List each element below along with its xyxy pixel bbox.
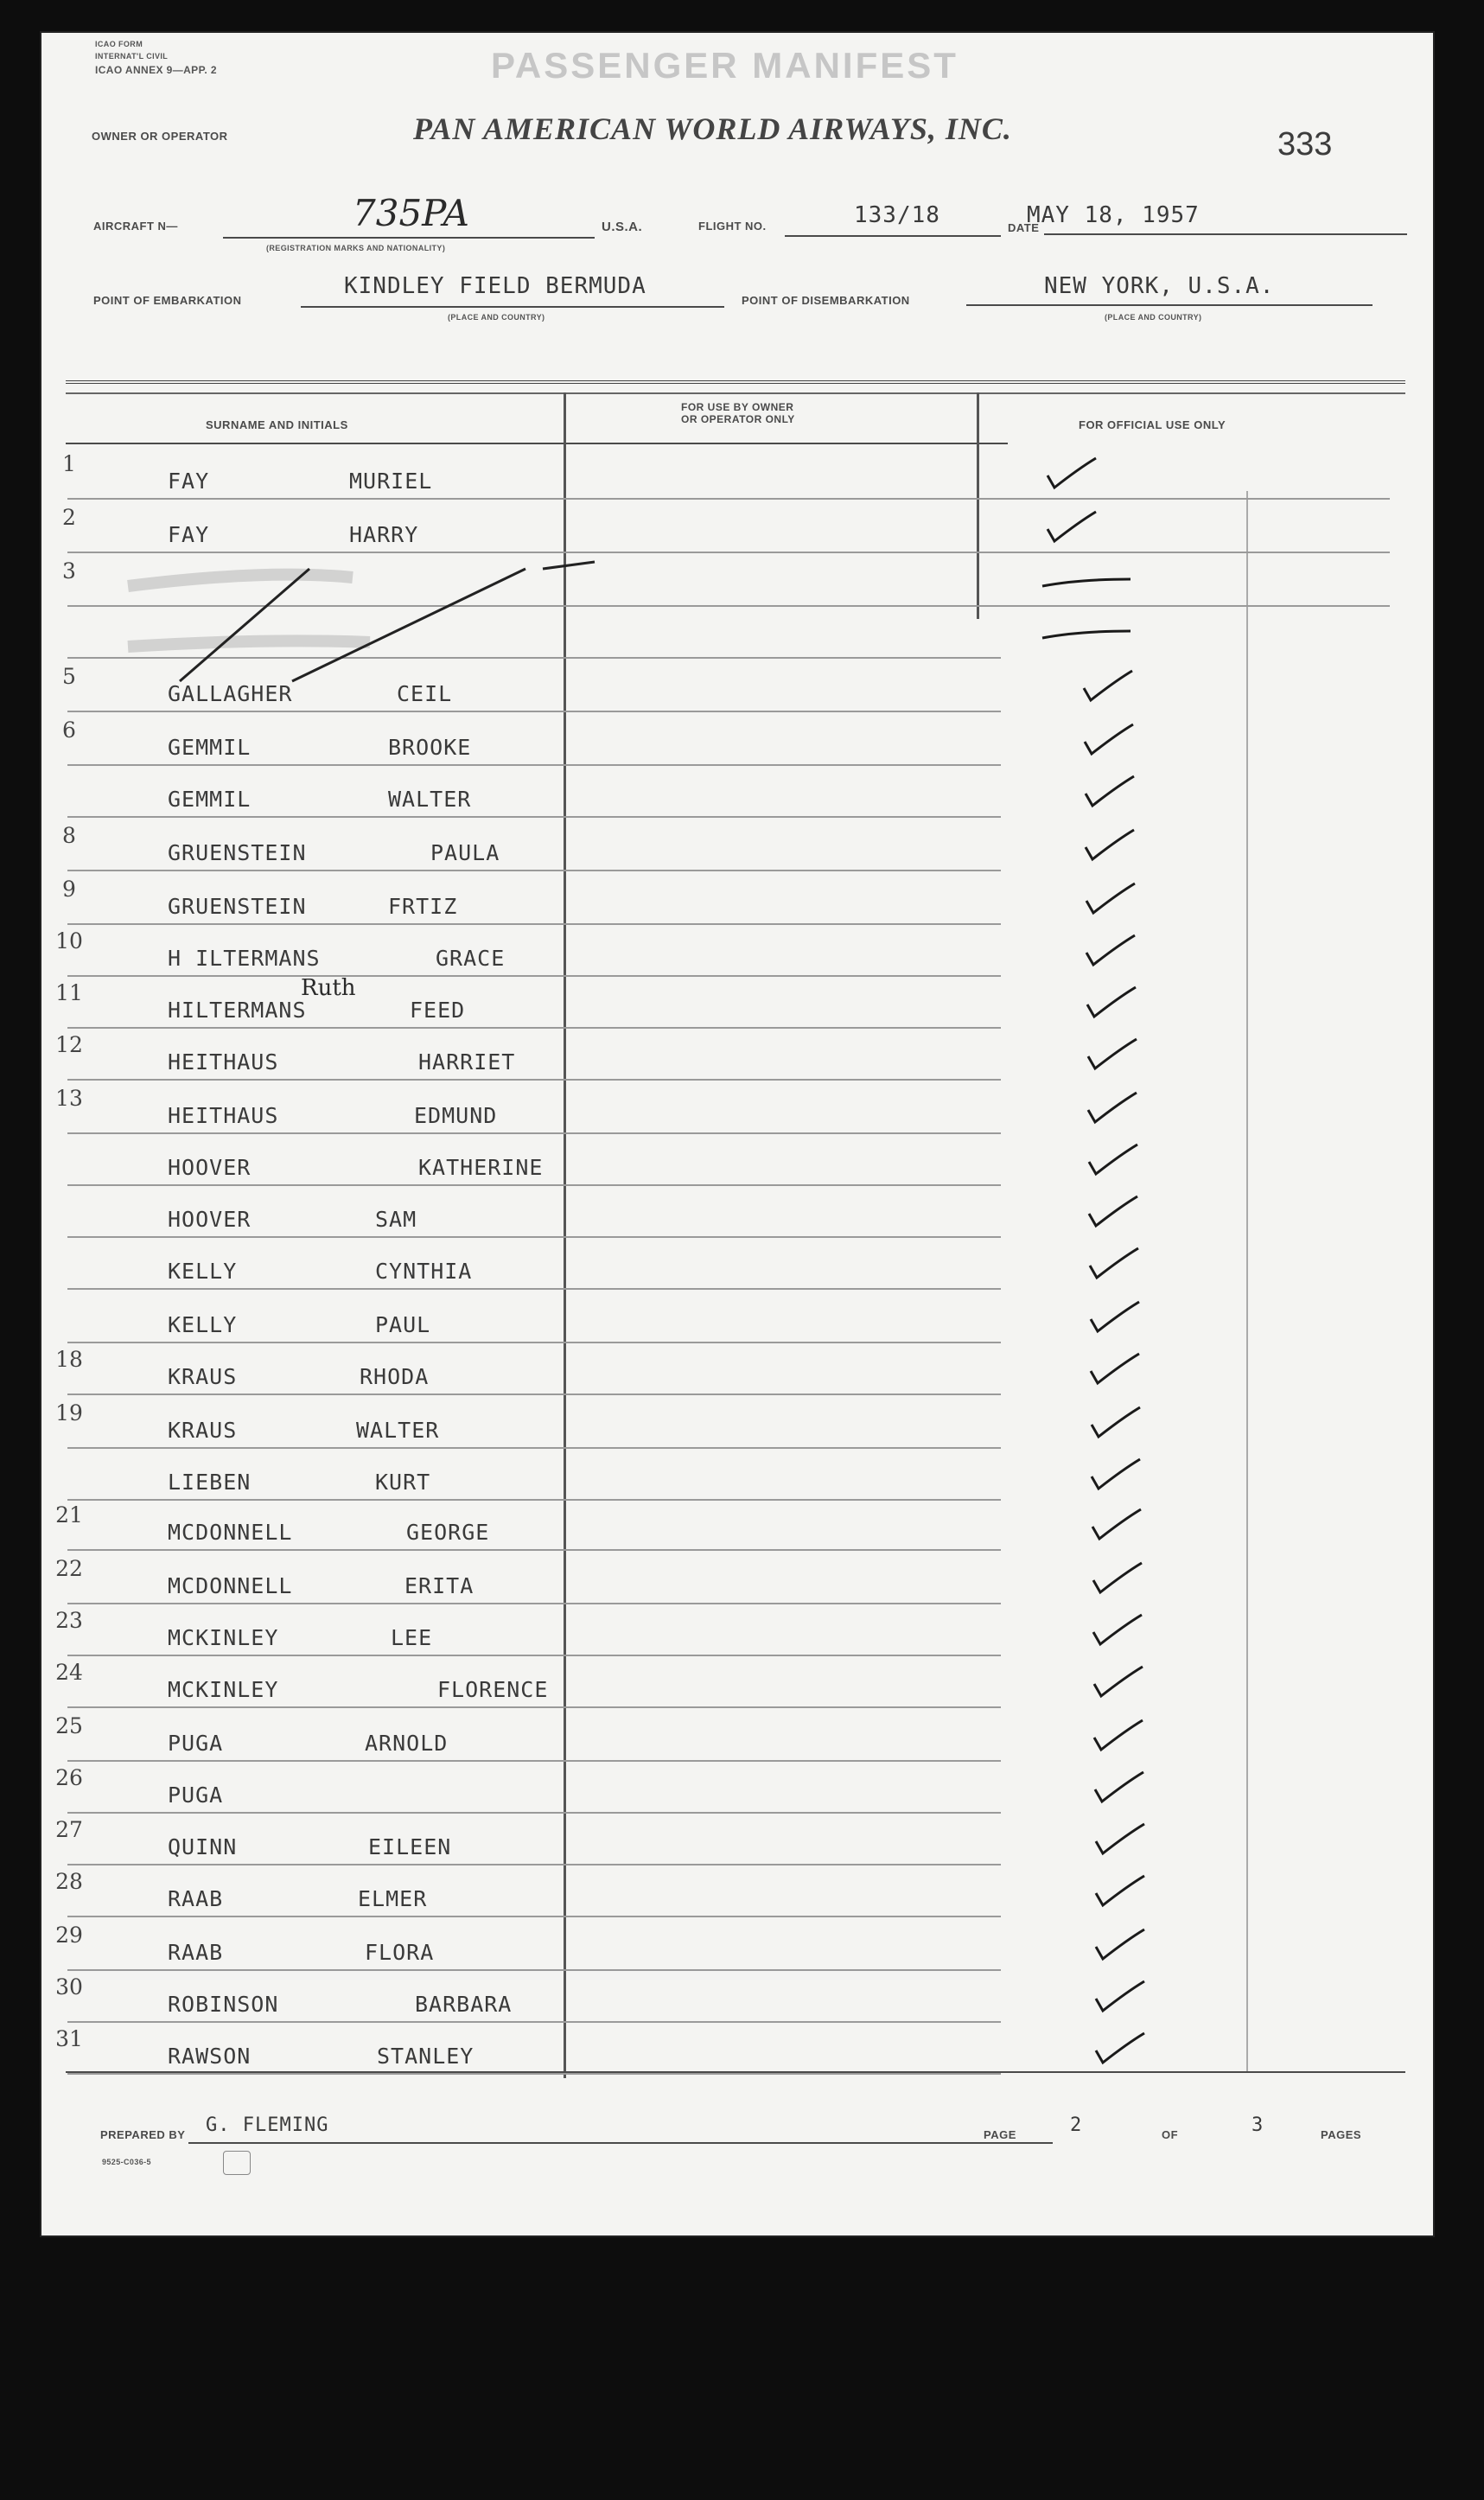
passenger-surname: FAY <box>168 522 210 547</box>
official-check-mark <box>1082 1715 1186 1758</box>
disembarkation-point: NEW YORK, U.S.A. <box>1044 273 1275 299</box>
passenger-given-name: RHODA <box>360 1364 430 1389</box>
row-rule <box>67 1655 1001 1656</box>
passenger-given-name: BARBARA <box>415 1992 513 2017</box>
prepared-by: G. FLEMING <box>206 2114 329 2136</box>
row-number: 18 <box>55 1347 83 1372</box>
aircraft-registration: 735PA <box>353 192 469 234</box>
header-bottom-rule <box>66 443 1008 444</box>
passenger-given-name: EDMUND <box>414 1103 498 1128</box>
official-check-mark <box>1076 1034 1180 1077</box>
passenger-given-name: PAULA <box>430 840 500 865</box>
passenger-given-name: STANLEY <box>377 2044 474 2069</box>
row-rule <box>67 1342 1001 1343</box>
passenger-surname: KELLY <box>168 1312 238 1337</box>
passenger-given-name: PAUL <box>375 1312 431 1337</box>
document-page-number: 333 <box>1277 126 1333 163</box>
passenger-given-name: FLORA <box>365 1940 435 1965</box>
row-rule <box>67 711 1001 712</box>
official-check-mark <box>1076 1087 1180 1131</box>
row-number: 31 <box>55 2026 83 2051</box>
passenger-given-name: KURT <box>375 1470 431 1495</box>
row-rule <box>67 816 1001 818</box>
passenger-given-name: HARRY <box>349 522 419 547</box>
row-number: 9 <box>62 877 76 902</box>
table-top-rule <box>66 380 1405 384</box>
official-check-mark <box>1084 1871 1188 1914</box>
form-id-line2: INTERNAT'L CIVIL <box>95 52 169 61</box>
row-rule <box>67 1079 1001 1081</box>
passenger-surname: RAAB <box>168 1940 224 1965</box>
row-rule <box>67 1184 1001 1186</box>
form-id-line1: ICAO FORM <box>95 40 143 48</box>
passenger-surname: KELLY <box>168 1259 238 1284</box>
official-check-mark <box>1073 825 1177 868</box>
passenger-given-name: MURIEL <box>349 469 433 494</box>
passenger-surname: PUGA <box>168 1731 224 1756</box>
row-rule <box>67 1603 1001 1604</box>
row-number: 28 <box>55 1869 83 1894</box>
passenger-given-name: ERITA <box>404 1573 474 1598</box>
row-rule <box>67 2073 1001 2075</box>
passenger-given-name: CEIL <box>397 681 453 706</box>
printer-stamp <box>223 2151 251 2175</box>
row-number: 11 <box>55 980 83 1005</box>
row-number: 22 <box>55 1556 83 1581</box>
flight-date: MAY 18, 1957 <box>1027 202 1200 228</box>
col-header-owner-line2: OR OPERATOR ONLY <box>681 413 795 425</box>
official-check-mark <box>1077 1191 1181 1234</box>
passenger-given-name: WALTER <box>356 1418 440 1443</box>
embark-underline <box>301 306 724 308</box>
row-number: 24 <box>55 1660 83 1685</box>
official-check-mark <box>1084 2028 1188 2071</box>
row-rule <box>67 870 1001 871</box>
passenger-surname: ROBINSON <box>168 1992 279 2017</box>
official-check-mark <box>1081 1558 1185 1601</box>
passenger-given-name: BROOKE <box>388 735 472 760</box>
embarkation-point: KINDLEY FIELD BERMUDA <box>344 273 646 299</box>
passenger-surname: HOOVER <box>168 1207 252 1232</box>
row-number: 19 <box>55 1400 83 1425</box>
passenger-given-name: SAM <box>375 1207 417 1232</box>
row-rule <box>67 1288 1001 1290</box>
flight-number: 133/18 <box>854 202 940 228</box>
passenger-surname: RAWSON <box>168 2044 252 2069</box>
of-value: 3 <box>1252 2114 1264 2136</box>
owner-label: OWNER OR OPERATOR <box>92 130 228 143</box>
row-number: 21 <box>55 1502 83 1527</box>
operator-name: PAN AMERICAN WORLD AIRWAYS, INC. <box>413 112 1012 146</box>
passenger-surname: GEMMIL <box>168 787 252 812</box>
passenger-surname: MCDONNELL <box>168 1573 293 1598</box>
official-check-mark <box>1078 1243 1181 1286</box>
row-number: 23 <box>55 1608 83 1633</box>
row-number: 1 <box>62 451 76 476</box>
passenger-surname: KRAUS <box>168 1364 238 1389</box>
row-rule <box>67 1549 1001 1551</box>
official-check-mark <box>1080 1454 1183 1497</box>
official-check-mark <box>1075 982 1179 1025</box>
official-check-mark <box>1080 1402 1183 1445</box>
passenger-given-name: FEED <box>410 998 466 1023</box>
official-check-mark <box>1083 1767 1187 1810</box>
row-number: 26 <box>55 1765 83 1790</box>
page-label: PAGE <box>984 2128 1016 2141</box>
passenger-given-name: ARNOLD <box>365 1731 449 1756</box>
col-header-surname: SURNAME AND INITIALS <box>206 418 348 431</box>
passenger-given-name: FLORENCE <box>437 1677 549 1702</box>
disembark-label: POINT OF DISEMBARKATION <box>742 294 910 307</box>
row-number: 3 <box>62 558 76 584</box>
prepared-underline <box>188 2142 1053 2144</box>
passenger-surname: MCKINLEY <box>168 1625 279 1650</box>
form-id-line3: ICAO ANNEX 9—APP. 2 <box>95 64 217 76</box>
row-rule <box>67 1499 1001 1501</box>
official-check-mark <box>1072 666 1175 709</box>
official-check-mark <box>1082 1661 1186 1705</box>
disembark-underline <box>966 304 1373 306</box>
row-number: 29 <box>55 1923 83 1948</box>
row-rule <box>67 1132 1001 1134</box>
date-underline <box>1044 233 1407 235</box>
disembark-caption: (PLACE AND COUNTRY) <box>1105 313 1202 322</box>
passenger-surname: GRUENSTEIN <box>168 840 307 865</box>
passenger-surname: GRUENSTEIN <box>168 894 307 919</box>
prepared-label: PREPARED BY <box>100 2128 186 2141</box>
row-number: 5 <box>62 664 76 689</box>
passenger-surname: PUGA <box>168 1783 224 1808</box>
row-number: 25 <box>55 1713 83 1738</box>
row-rule <box>67 1969 1001 1971</box>
passenger-given-name: ELMER <box>358 1886 428 1911</box>
official-check-mark <box>1079 1297 1182 1340</box>
date-label: DATE <box>1008 221 1040 234</box>
passenger-surname: QUINN <box>168 1834 238 1859</box>
of-label: OF <box>1162 2128 1179 2141</box>
passenger-surname: HEITHAUS <box>168 1049 279 1075</box>
passenger-surname: FAY <box>168 469 210 494</box>
flight-label: FLIGHT NO. <box>698 220 767 233</box>
row-number: 2 <box>62 505 76 530</box>
row-number: 6 <box>62 717 76 743</box>
official-check-mark <box>1084 1819 1188 1862</box>
official-check-mark <box>1035 507 1139 550</box>
row-rule <box>67 498 1390 500</box>
flight-underline <box>785 235 1001 237</box>
embark-label: POINT OF EMBARKATION <box>93 294 242 307</box>
row-rule <box>67 923 1001 925</box>
passenger-surname: HILTERMANS <box>168 998 307 1023</box>
official-check-mark <box>1073 719 1176 762</box>
passenger-surname: RAAB <box>168 1886 224 1911</box>
row-rule <box>67 1706 1001 1708</box>
row-number: 10 <box>55 928 83 953</box>
registration-caption: (REGISTRATION MARKS AND NATIONALITY) <box>266 244 446 252</box>
official-check-mark <box>1084 1976 1188 2019</box>
col-header-owner-line1: FOR USE BY OWNER <box>681 401 794 413</box>
row-rule <box>67 1236 1001 1238</box>
official-check-mark <box>1079 1349 1182 1392</box>
passenger-given-name: GRACE <box>436 946 506 971</box>
row-rule <box>67 764 1001 766</box>
row-number: 12 <box>55 1032 83 1057</box>
official-check-mark <box>1074 930 1178 973</box>
strike-out-marks <box>93 552 629 698</box>
official-check-mark <box>1081 1610 1185 1653</box>
row-rule <box>67 2021 1001 2023</box>
table-top-rule-2 <box>66 392 1405 394</box>
embark-caption: (PLACE AND COUNTRY) <box>448 313 545 322</box>
row-number: 8 <box>62 823 76 848</box>
official-check-mark <box>1080 1504 1184 1547</box>
page-value: 2 <box>1070 2114 1083 2136</box>
official-check-mark <box>1035 453 1139 496</box>
passenger-surname: GALLAGHER <box>168 681 293 706</box>
manifest-page <box>41 33 1433 2235</box>
usa-label: U.S.A. <box>602 220 643 234</box>
row-number: 30 <box>55 1974 83 1999</box>
col-header-official: FOR OFFICIAL USE ONLY <box>1079 418 1226 431</box>
passenger-given-name: HARRIET <box>418 1049 516 1075</box>
official-check-mark <box>1084 1924 1188 1967</box>
row-rule <box>67 975 1001 977</box>
passenger-given-name: CYNTHIA <box>375 1259 473 1284</box>
passenger-given-name: KATHERINE <box>418 1155 544 1180</box>
row-rule <box>67 1393 1001 1395</box>
passenger-surname: H ILTERMANS <box>168 946 321 971</box>
official-check-mark <box>1074 878 1178 922</box>
col-divider-2 <box>977 392 979 619</box>
passenger-given-name: GEORGE <box>406 1520 490 1545</box>
aircraft-label: AIRCRAFT N— <box>93 220 178 233</box>
passenger-surname: GEMMIL <box>168 735 252 760</box>
passenger-given-name: FRTIZ <box>388 894 458 919</box>
official-check-mark <box>1077 1139 1181 1183</box>
passenger-surname: KRAUS <box>168 1418 238 1443</box>
passenger-surname: HOOVER <box>168 1155 252 1180</box>
row-rule <box>67 1447 1001 1449</box>
passenger-surname: HEITHAUS <box>168 1103 279 1128</box>
passenger-surname: MCDONNELL <box>168 1520 293 1545</box>
passenger-given-name: WALTER <box>388 787 472 812</box>
aircraft-underline <box>223 237 595 239</box>
official-check-mark <box>1073 771 1177 814</box>
row-rule <box>67 1812 1001 1814</box>
official-check-mark <box>1035 612 1139 655</box>
row-number: 13 <box>55 1086 83 1111</box>
table-bottom-rule <box>66 2071 1405 2073</box>
row-rule <box>67 1864 1001 1865</box>
passenger-surname: LIEBEN <box>168 1470 252 1495</box>
col-divider-3 <box>1246 491 1248 2073</box>
row-number: 27 <box>55 1817 83 1842</box>
row-rule <box>67 1916 1001 1917</box>
document-title: PASSENGER MANIFEST <box>491 45 959 86</box>
form-code: 9525-C036-5 <box>102 2158 151 2166</box>
row-rule <box>67 1027 1001 1029</box>
passenger-given-name: LEE <box>391 1625 433 1650</box>
row-rule <box>67 1760 1001 1762</box>
handwritten-ruth: Ruth <box>301 975 356 1001</box>
pages-label: PAGES <box>1321 2128 1362 2141</box>
passenger-surname: MCKINLEY <box>168 1677 279 1702</box>
passenger-given-name: EILEEN <box>368 1834 452 1859</box>
official-check-mark <box>1035 560 1139 603</box>
